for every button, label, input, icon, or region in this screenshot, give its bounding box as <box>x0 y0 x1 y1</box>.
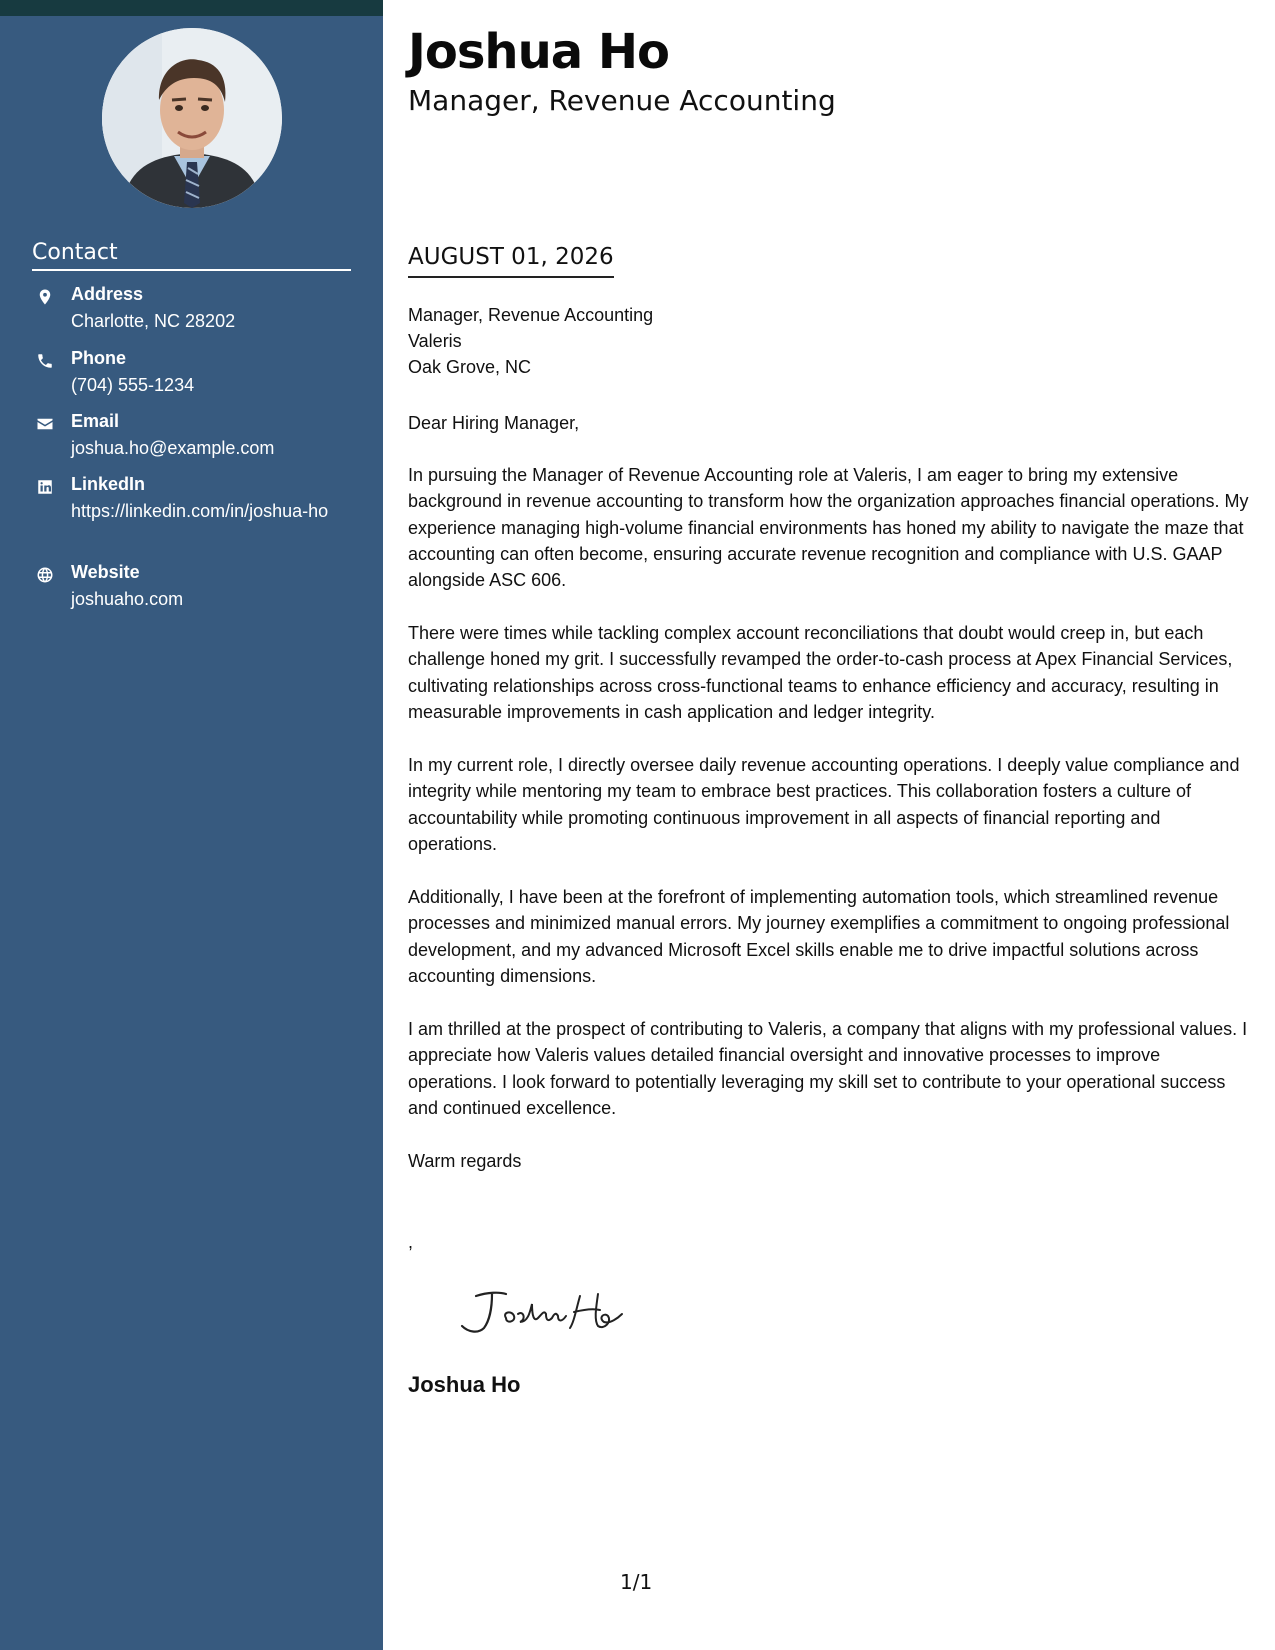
paragraph-text: In my current role, I directly oversee daily revenue accounting operations. I deeply value compliance and integrity while mentoring my team to embrace best practices. This collaboration fosters a culture of accountability while promoting continuous improvement in all aspects of financial reporting and operations. <box>408 755 1240 854</box>
profile-photo <box>102 28 282 208</box>
letter-date: AUGUST 01, 2026 <box>408 244 614 278</box>
linkedin-icon <box>32 476 58 498</box>
paragraph-text: I am thrilled at the prospect of contributing to Valeris, a company that aligns with my professional values. I appreciate how Valeris values detailed financial oversight and innovative processes to improve operations. I look forward to potentially leveraging my skill set to contribute to your operational success and continued excellence. <box>408 1019 1248 1118</box>
contact-value: joshua.ho@example.com <box>71 438 275 458</box>
map-pin-icon <box>32 286 58 308</box>
recipient-company: Valeris <box>408 331 462 351</box>
applicant-title: Manager, Revenue Accounting <box>408 84 836 117</box>
letter-paragraph <box>408 1016 1253 1121</box>
paragraph-text: There were times while tackling complex account reconciliations that doubt would creep in, but each challenge honed my grit. I successfully revamped the order-to-cash process at Apex Financial Services, cultivating relationships across cross-functional teams to enhance efficiency and accuracy, resulting in measurable improvements in cash application and ledger integrity. <box>408 623 1233 722</box>
letter-paragraph <box>408 884 1253 989</box>
contact-value: Charlotte, NC 28202 <box>71 311 236 331</box>
recipient-position: Manager, Revenue Accounting <box>408 305 654 325</box>
contact-label: LinkedIn <box>71 474 146 494</box>
applicant-name: Joshua Ho <box>408 24 669 80</box>
closing-comma: , <box>408 1232 414 1252</box>
recipient-location: Oak Grove, NC <box>408 357 532 377</box>
recipient-block <box>408 302 653 380</box>
linkedin-link[interactable]: https://linkedin.com/in/joshua-ho <box>71 501 329 521</box>
contact-label: Website <box>71 562 140 582</box>
contact-label: Phone <box>71 348 127 368</box>
phone-icon <box>32 350 58 372</box>
letter-paragraph <box>408 462 1253 593</box>
website-link[interactable]: joshuaho.com <box>71 589 184 609</box>
globe-icon <box>32 564 58 586</box>
letter-paragraph <box>408 620 1253 725</box>
paragraph-text: Additionally, I have been at the forefront of implementing automation tools, which streamlined revenue processes and minimized manual errors. My journey exemplifies a commitment to ongoing professional development, and my advanced Microsoft Excel skills enable me to drive impactful solutions across accounting dimensions. <box>408 887 1230 986</box>
closing: Warm regards <box>408 1151 522 1171</box>
contact-value: (704) 555-1234 <box>71 375 195 395</box>
sidebar <box>0 0 383 1650</box>
contact-heading: Contact <box>32 240 351 271</box>
contact-label: Address <box>71 284 144 304</box>
paragraph-text: In pursuing the Manager of Revenue Accounting role at Valeris, I am eager to bring my extensive background in revenue accounting to transform how the organization approaches financial operations. My experience managing high-volume financial environments has honed my ability to navigate the maze that accounting can often become, ensuring accurate revenue recognition and compliance with U.S. GAAP alongside ASC 606. <box>408 465 1249 591</box>
envelope-icon <box>32 413 58 435</box>
sidebar-top-bar <box>0 0 383 16</box>
salutation: Dear Hiring Manager, <box>408 413 580 433</box>
signature <box>448 1282 638 1342</box>
letter-paragraph <box>408 752 1253 857</box>
avatar <box>102 28 282 208</box>
contact-label: Email <box>71 411 120 431</box>
page-number: 1/1 <box>620 1570 653 1594</box>
signed-name: Joshua Ho <box>408 1372 521 1397</box>
